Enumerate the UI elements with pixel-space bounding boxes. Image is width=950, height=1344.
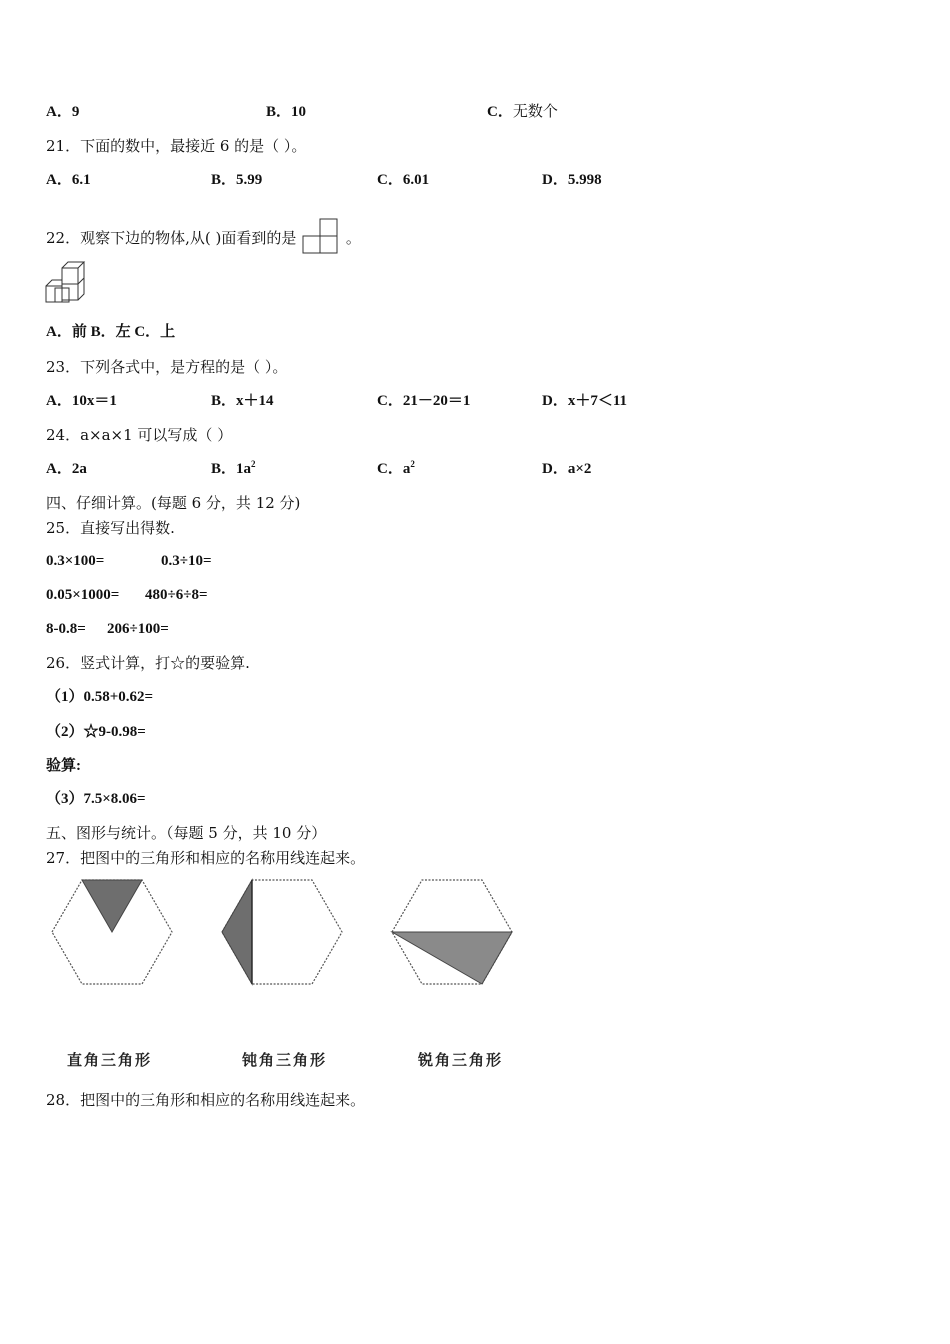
hexagon-figure-3 — [388, 876, 516, 988]
section4-heading: 四、仔细计算。(每题 6 分，共 12 分) — [46, 494, 301, 512]
q22-stem — [46, 217, 361, 255]
q25-item-4: 480÷6÷8= — [145, 587, 208, 603]
q23-stem: 23．下列各式中，是方程的是（ ）。 — [46, 358, 288, 376]
hexagon-figure-2 — [218, 876, 346, 988]
view-squares-icon — [301, 217, 341, 255]
q22-stem-text: 22．观察下边的物体,从( )面看到的是 — [46, 229, 297, 247]
q23-option-b: B．x＋14 — [211, 393, 274, 409]
q21-option-b: B．5.99 — [211, 172, 263, 188]
q25-item-6: 206÷100= — [107, 621, 169, 637]
q25-item-1: 0.3×100= — [46, 553, 105, 569]
q25-item-2: 0.3÷10= — [161, 553, 212, 569]
q21-stem: 21．下面的数中，最接近 6 的是（ ）。 — [46, 137, 307, 155]
q24-option-a: A．2a — [46, 461, 87, 477]
q26-item-2: （2）☆9-0.98= — [46, 724, 146, 740]
q24-option-c: C．$a^2$ — [377, 459, 415, 477]
q24-option-b: B．$1a^2$ — [211, 459, 256, 477]
q27-stem: 27．把图中的三角形和相应的名称用线连起来。 — [46, 849, 366, 867]
q26-check-label: 验算: — [46, 758, 81, 774]
section5-heading: 五、图形与统计。（每题 5 分，共 10 分） — [46, 824, 327, 842]
q22-options: A．前 B．左 C．上 — [46, 324, 176, 340]
q25-stem: 25．直接写出得数. — [46, 519, 175, 537]
label-acute-triangle: 锐角三角形 — [418, 1051, 504, 1069]
q28-stem: 28．把图中的三角形和相应的名称用线连起来。 — [46, 1091, 366, 1109]
label-right-triangle: 直角三角形 — [67, 1051, 153, 1069]
q25-item-3: 0.05×1000= — [46, 587, 120, 603]
q20-option-c: C．无数个 — [487, 104, 558, 120]
q23-option-d: D．x＋7＜11 — [542, 393, 628, 409]
q24-option-d: D．a×2 — [542, 461, 592, 477]
q25-item-5: 8-0.8= — [46, 621, 86, 637]
q20-option-a: A．9 — [46, 104, 80, 120]
label-obtuse-triangle: 钝角三角形 — [242, 1051, 328, 1069]
q21-option-c: C．6.01 — [377, 172, 430, 188]
cube-stack-figure — [44, 258, 88, 306]
q26-item-3: （3）7.5×8.06= — [46, 791, 146, 807]
q21-option-d: D．5.998 — [542, 172, 602, 188]
q24-stem: 24．a×a×1 可以写成（ ） — [46, 426, 233, 444]
q23-option-c: C．21－20＝1 — [377, 393, 471, 409]
q23-option-a: A．10x＝1 — [46, 393, 117, 409]
q20-option-b: B．10 — [266, 104, 307, 120]
q26-item-1: （1）0.58+0.62= — [46, 689, 154, 705]
hexagon-figure-1 — [48, 876, 176, 988]
q21-option-a: A．6.1 — [46, 172, 91, 188]
q26-stem: 26．竖式计算，打☆的要验算. — [46, 654, 250, 672]
q22-stem-end: 。 — [345, 229, 361, 247]
